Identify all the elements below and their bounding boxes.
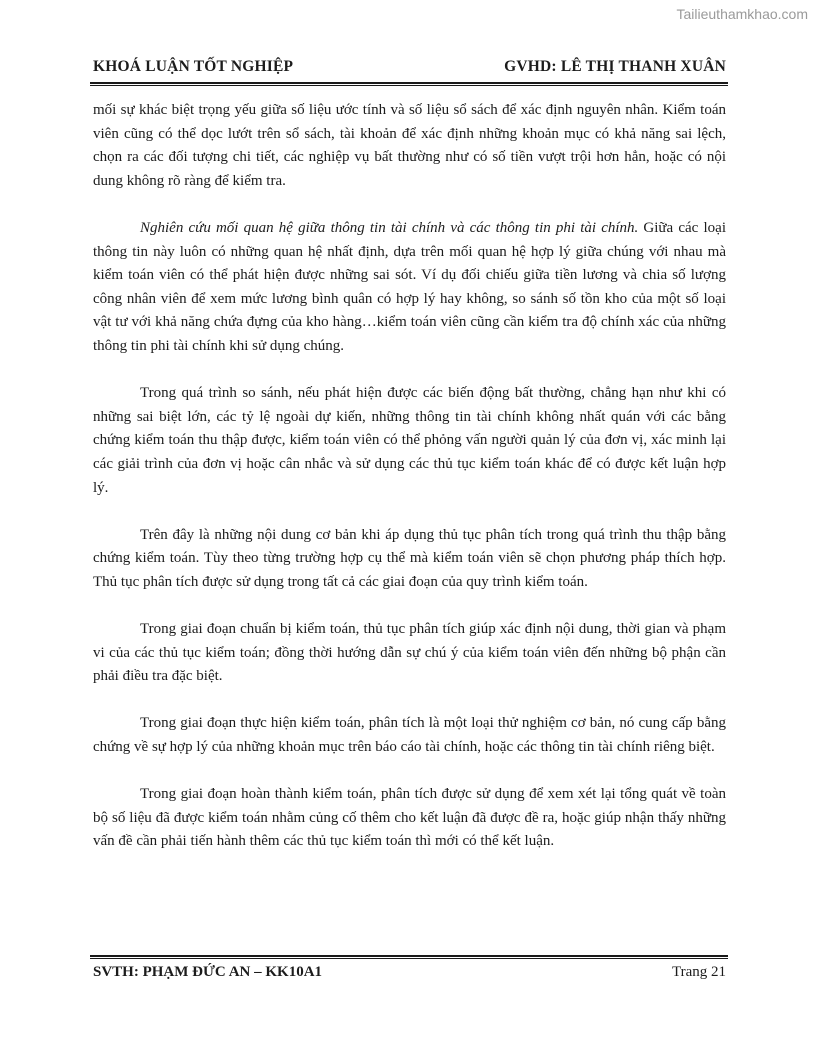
- paragraph-6: Trong giai đoạn thực hiện kiểm toán, phân tích là một loại thử nghiệm cơ bản, nó cung cấp bằng chứng về sự hợp lý của những khoản mục trên báo cáo tài chính, hoặc các thông tin tài chính riêng biệt.: [93, 715, 726, 756]
- page-header: [93, 58, 726, 76]
- header-supervisor: GVHD: LÊ THỊ THANH XUÂN: [504, 58, 726, 75]
- footer-rule-thin: [90, 958, 728, 959]
- header-rule-thin: [90, 85, 728, 86]
- paragraph-4: Trên đây là những nội dung cơ bản khi áp dụng thủ tục phân tích trong quá trình thu thập bằng chứng kiểm toán. Tùy theo từng trường hợp cụ thể mà kiểm toán viên sẽ chọn phương pháp thích hợp. Thủ tục phân tích được sử dụng trong tất cả các giai đoạn của quy trình kiểm toán.: [93, 526, 726, 590]
- paragraph-2-body: Giữa các loại thông tin này luôn có những quan hệ nhất định, dựa trên mối quan hệ hợp lý giữa chúng với nhau mà kiểm toán viên có thể phát hiện được những sai sót. Ví dụ đối chiếu giữa tiền lương và chia số lượng công nhân viên để xem mức lương bình quân có hợp lý hay không, so sánh số tồn kho của một số loại vật tư với khả năng chứa đựng của kho hàng…kiểm toán viên cũng cần kiểm tra độ chính xác của những thông tin phi tài chính khi sử dụng chúng.: [93, 219, 726, 354]
- page-footer: [93, 964, 726, 981]
- header-thesis-title: KHOÁ LUẬN TỐT NGHIỆP: [93, 58, 294, 75]
- paragraph-2-italic-lead: Nghiên cứu mối quan hệ giữa thông tin tài chính và các thông tin phi tài chính.: [140, 219, 639, 236]
- footer-rule: [90, 955, 728, 957]
- paragraph-5: Trong giai đoạn chuẩn bị kiểm toán, thủ tục phân tích giúp xác định nội dung, thời gian và phạm vi của các thủ tục kiểm toán; đồng thời hướng dẫn sự chú ý của kiểm toán viên đến những bộ phận cần phải điều tra đặc biệt.: [93, 621, 726, 685]
- paragraph-2: [93, 217, 726, 359]
- header-rule: [90, 82, 728, 84]
- paragraph-3: Trong quá trình so sánh, nếu phát hiện được các biến động bất thường, chẳng hạn như khi có những sai biệt lớn, các tỷ lệ ngoài dự kiến, những thông tin tài chính không nhất quán với các bằng chứng kiểm toán thu thập được, kiểm toán viên có thể phỏng vấn người quản lý của đơn vị, xác minh lại các giải trình của đơn vị hoặc cân nhắc và sử dụng các thủ tục kiểm toán khác để có được kết luận hợp lý.: [93, 385, 726, 496]
- watermark-text: Tailieuthamkhao.com: [676, 6, 808, 22]
- paragraph-1: mối sự khác biệt trọng yếu giữa số liệu ước tính và số liệu sổ sách để xác định nguyên nhân. Kiểm toán viên cũng có thể dọc lướt trên sổ sách, tài khoản để xác định những khoản mục có khả năng sai lệch, chọn ra các đối tượng chi tiết, các nghiệp vụ bất thường như có số tiền vượt trội hơn hẳn, hoặc có nội dung không rõ ràng để kiểm tra.: [93, 102, 726, 189]
- footer-student: SVTH: PHẠM ĐỨC AN – KK10A1: [93, 964, 323, 980]
- paragraph-7: Trong giai đoạn hoàn thành kiểm toán, phân tích được sử dụng để xem xét lại tổng quát về toàn bộ số liệu đã được kiểm toán nhằm củng cố thêm cho kết luận đã được đề ra, hoặc giúp nhận thấy những vấn đề cần phải tiến hành thêm các thủ tục kiểm toán thì mới có thể kết luận.: [93, 786, 726, 850]
- page-body: [93, 99, 726, 854]
- page-number: Trang 21: [671, 964, 726, 980]
